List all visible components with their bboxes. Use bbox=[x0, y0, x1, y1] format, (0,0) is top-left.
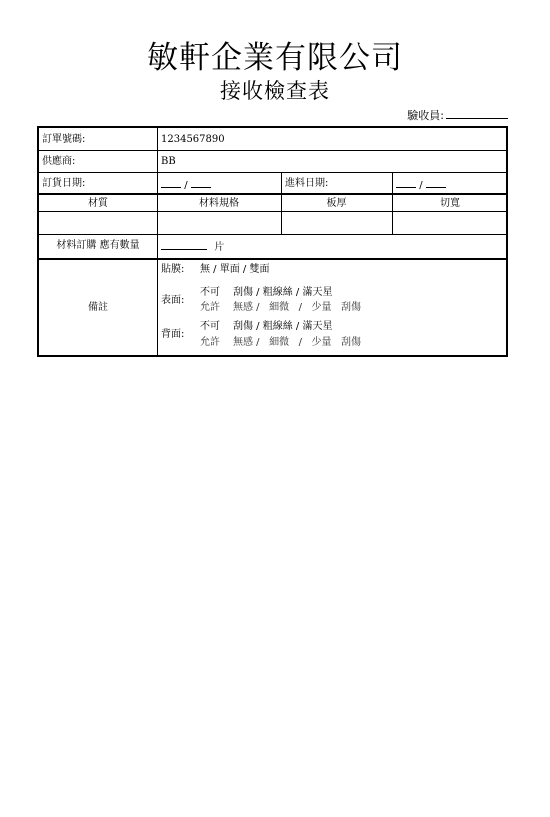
arrival-date-label: 進料日期: bbox=[285, 178, 329, 189]
quantity-field bbox=[161, 239, 224, 254]
order-date-label: 訂貨日期: bbox=[42, 178, 86, 189]
back-allowed-prefix: 允許 bbox=[200, 337, 220, 348]
remarks-label: 備註 bbox=[88, 302, 108, 313]
order-date-field bbox=[161, 177, 211, 192]
film-options: 無 / 單面 / 雙面 bbox=[200, 264, 270, 275]
row-divider bbox=[39, 211, 506, 212]
supplier-label: 供應商: bbox=[42, 156, 76, 167]
quantity-blank bbox=[161, 239, 207, 250]
back-label: 背面: bbox=[161, 329, 185, 340]
order-date-day-blank bbox=[191, 177, 211, 188]
arrival-date-day-blank bbox=[426, 177, 446, 188]
surface-allowed-prefix: 允許 bbox=[200, 302, 220, 313]
order-no-label: 訂單號碼: bbox=[42, 134, 86, 145]
supplier-value: BB bbox=[161, 156, 176, 167]
surface-not-allowed-prefix: 不可 bbox=[200, 287, 220, 298]
company-name: 敏軒企業有限公司 bbox=[147, 40, 403, 76]
order-no-value: 1234567890 bbox=[161, 134, 225, 145]
row-divider bbox=[39, 172, 506, 173]
back-not-allowed-prefix: 不可 bbox=[200, 321, 220, 332]
surface-allowed-items: 無感 / 細微 / 少量 刮傷 bbox=[233, 302, 362, 313]
arrival-date-separator: / bbox=[419, 180, 423, 191]
row-divider bbox=[39, 150, 506, 151]
surface-label: 表面: bbox=[161, 295, 185, 306]
back-allowed-items: 無感 / 細微 / 少量 刮傷 bbox=[233, 337, 362, 348]
arrival-date-field bbox=[396, 177, 446, 192]
inspector-label: 驗收員: bbox=[407, 109, 444, 122]
col-header-material: 材質 bbox=[88, 198, 108, 209]
quantity-label: 材料訂購 應有數量 bbox=[56, 240, 140, 251]
row-divider bbox=[39, 258, 506, 260]
inspector-blank bbox=[446, 108, 508, 119]
col-header-width: 切寬 bbox=[440, 198, 460, 209]
row-divider bbox=[39, 193, 506, 195]
film-label: 貼膜: bbox=[161, 264, 185, 275]
quantity-unit: 片 bbox=[214, 242, 225, 253]
order-date-month-blank bbox=[161, 177, 181, 188]
back-not-allowed-items: 刮傷 / 粗線絲 / 滿天星 bbox=[233, 321, 333, 332]
surface-not-allowed-items: 刮傷 / 粗線絲 / 滿天星 bbox=[233, 287, 333, 298]
column-divider bbox=[157, 128, 158, 357]
inspector-field bbox=[407, 108, 508, 123]
col-header-thickness: 板厚 bbox=[326, 198, 347, 209]
inspection-form bbox=[37, 126, 508, 357]
arrival-date-month-blank bbox=[396, 177, 416, 188]
row-divider bbox=[39, 234, 506, 235]
col-header-spec: 材料規格 bbox=[199, 198, 239, 209]
document-title: 接收檢查表 bbox=[220, 79, 330, 103]
order-date-separator: / bbox=[184, 180, 188, 191]
